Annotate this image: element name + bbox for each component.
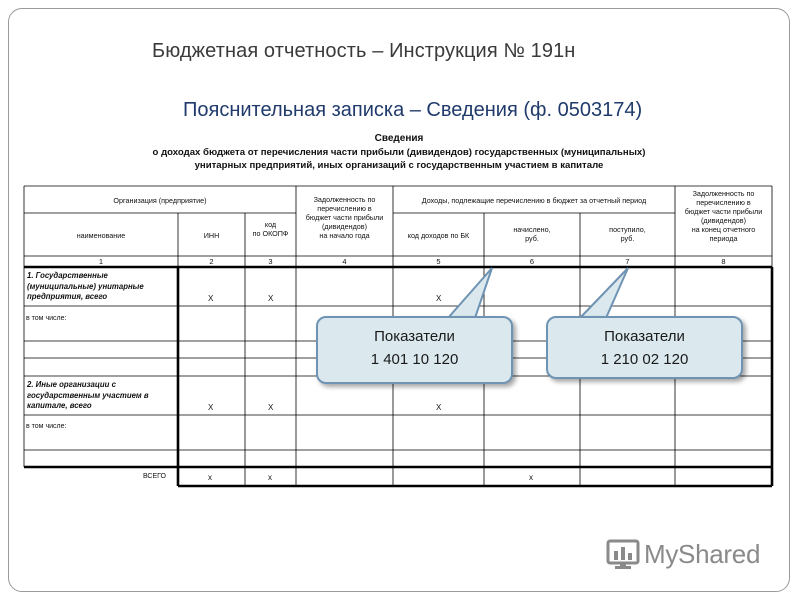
chart-icon [606, 537, 640, 571]
column-number: 4 [342, 257, 347, 266]
column-number: 7 [625, 257, 630, 266]
callout-title: Показатели [604, 328, 685, 345]
x-mark: х [208, 473, 212, 482]
document-heading-line-2: о доходах бюджета от перечисления части прибыли (дивидендов) государственных (муниципальных) [152, 147, 646, 158]
section-2-label-line: 2. Иные организации с [27, 380, 116, 389]
section-2-label-line: государственным участием в [27, 390, 149, 400]
callout-pointer [448, 268, 492, 318]
header-debt-start-line: перечислению в [317, 204, 372, 213]
watermark [606, 537, 760, 571]
header-debt-end-line: периода [709, 234, 738, 243]
column-number: 6 [529, 257, 535, 266]
header-debt-start-line: (дивидендов) [322, 222, 367, 231]
callout-title: Показатели [374, 328, 455, 345]
callout-code: 1 210 02 120 [600, 351, 689, 368]
header-okopf-line: код [264, 220, 277, 229]
header-organization: Организация (предприятие) [113, 195, 207, 205]
total-label: ВСЕГО [143, 473, 167, 480]
column-number: 2 [209, 257, 214, 266]
watermark-text: MyShared [644, 538, 761, 569]
section-1-including-label: в том числе: [26, 315, 67, 322]
x-mark: х [529, 473, 533, 482]
header-received-line: поступило, [609, 225, 646, 234]
section-2-including-label: в том числе: [26, 423, 67, 430]
slide-title: Бюджетная отчетность – Инструкция № 191н [152, 40, 576, 62]
header-okopf-line: по ОКОПФ [252, 229, 289, 238]
section-1-label-line: 1. Государственные [27, 271, 108, 280]
column-number: 3 [268, 257, 273, 266]
header-debt-end-line: (дивидендов) [701, 216, 746, 225]
x-mark: Х [268, 403, 274, 412]
x-mark: х [268, 473, 272, 482]
x-mark: Х [436, 403, 442, 412]
header-debt-end-line: Задолженность по [692, 189, 755, 198]
header-income-code: код доходов по БК [407, 230, 470, 240]
x-mark: Х [208, 294, 214, 303]
header-accrued-line: начислено, [513, 225, 551, 234]
callout-indicator-1 [316, 316, 513, 384]
x-mark: Х [436, 294, 442, 303]
header-debt-end-line: на конец отчетного [691, 225, 756, 234]
section-1-label-line: предприятия, всего [27, 292, 108, 301]
slide-subtitle: Пояснительная записка – Сведения (ф. 0503174) [183, 99, 643, 121]
callout-indicator-2 [546, 316, 743, 379]
header-name: наименование [76, 230, 126, 240]
column-number: 5 [436, 257, 441, 266]
x-mark: Х [208, 403, 214, 412]
callout-code: 1 401 10 120 [370, 351, 459, 368]
column-number: 1 [98, 257, 104, 266]
header-received-line: руб. [620, 234, 635, 243]
header-debt-start-line: бюджет части прибыли [305, 213, 384, 222]
document-heading: Сведения [374, 133, 424, 144]
header-debt-end-line: бюджет части прибыли [684, 207, 763, 216]
column-number: 8 [721, 257, 726, 266]
header-income-group: Доходы, подлежащие перечислению в бюджет за отчетный период [421, 195, 647, 205]
header-debt-start-line: на начало года [319, 231, 370, 240]
header-inn: ИНН [203, 230, 220, 240]
header-debt-start-line: Задолженность по [313, 195, 376, 204]
x-mark: Х [268, 294, 274, 303]
callout-pointer [580, 268, 628, 318]
section-2-label-line: капитале, всего [27, 401, 92, 410]
section-1-label-line: (муниципальные) унитарные [27, 281, 144, 291]
header-accrued-line: руб. [525, 234, 539, 243]
document-heading-line-3: унитарных предприятий, иных организаций с государственным участием в капитале [194, 160, 604, 171]
header-debt-end-line: перечислению в [696, 198, 751, 207]
